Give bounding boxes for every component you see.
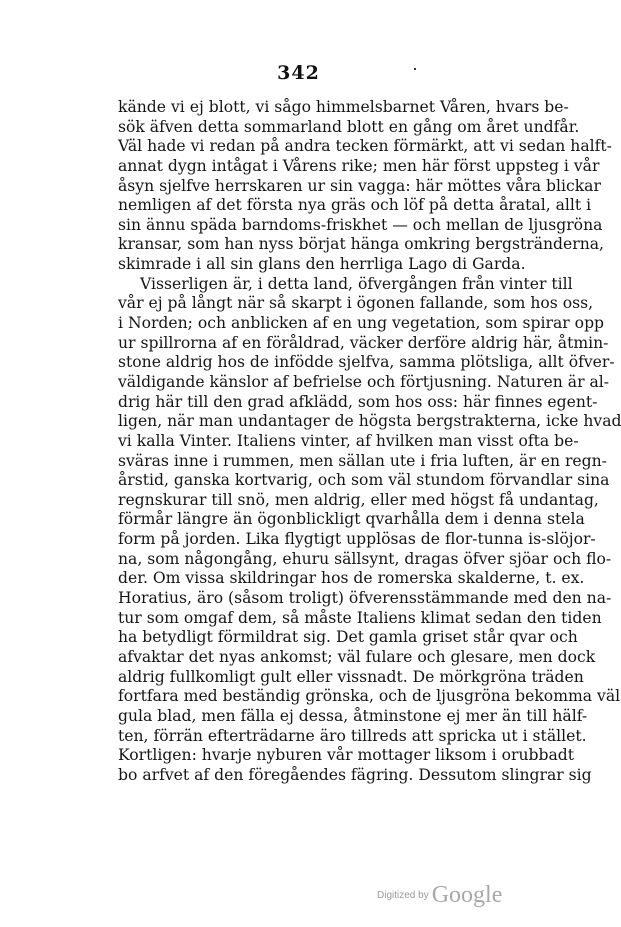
text-line: aldrig fullkomligt gult eller vissnadt. De mörkgröna träden [118, 667, 584, 686]
text-line: gula blad, men fälla ej dessa, åtminstone ej mer än till hälf- [118, 706, 588, 725]
text-line: Väl hade vi redan på andra tecken förmärkt, att vi sedan halft- [118, 137, 612, 156]
text-line: der. Om vissa skildringar hos de romerska skalderne, t. ex. [118, 569, 585, 588]
text-line: ha betydligt förmildrat sig. Det gamla griset står qvar och [118, 628, 578, 647]
body-text [118, 98, 621, 785]
text-line: tur som omgaf dem, så måste Italiens klimat sedan den tiden [118, 608, 602, 627]
text-line: bo arfvet af den föregåendes fägring. Dessutom slingrar sig [118, 765, 592, 784]
digitized-by-google-watermark [377, 882, 502, 909]
text-line: na, som någongång, ehuru sällsynt, dragas öfver sjöar och flo- [118, 549, 612, 568]
text-line: stone aldrig hos de infödde sjelfva, samma plötsliga, allt öfver- [118, 353, 615, 372]
page-number: 342 [277, 62, 320, 84]
text-line: sök äfven detta sommarland blott en gång om året undfår. [118, 117, 580, 136]
text-line: i Norden; och anblicken af en ung vegetation, som spirar opp [118, 314, 605, 333]
text-line: sväras inne i rummen, men sällan ute i fria luften, är en regn- [118, 451, 607, 470]
text-line: vi kalla Vinter. Italiens vinter, af hvilken man visst ofta be- [118, 431, 579, 450]
text-line: Kortligen: hvarje nyburen vår mottager liksom i orubbadt [118, 746, 575, 765]
text-line: Visserligen är, i detta land, öfvergången från vinter till [140, 274, 573, 293]
text-line: fortfara med beständig grönska, och de ljusgröna bekomma väl [118, 687, 621, 706]
text-line: regnskurar till snö, men aldrig, eller med högst få undantag, [118, 490, 599, 509]
text-line: sin ännu späda barndoms-friskhet — och mellan de ljusgröna [118, 215, 603, 234]
text-line: annat dygn intågat i Vårens rike; men här först uppsteg i vår [118, 156, 600, 175]
text-line: vår ej på långt när så skarpt i ögonen fallande, som hos oss, [118, 294, 594, 313]
text-line: ur spillrorna af en föråldrad, väcker derföre aldrig här, åtmin- [118, 333, 609, 352]
text-line: kransar, som han nyss börjat hänga omkring bergstränderna, [118, 235, 605, 254]
google-logo: Google [431, 882, 503, 908]
text-line: förmår längre än ögonblickligt qvarhålla dem i denna stela [118, 510, 585, 529]
text-line: ligen, när man undantager de högsta bergstrakterna, icke hvad [118, 412, 621, 431]
text-line: årstid, ganska kortvarig, och som väl stundom förvandlar sina [118, 471, 610, 490]
text-line: skimrade i all sin glans den herrliga Lago di Garda. [118, 255, 526, 274]
watermark-prefix: Digitized by [377, 890, 429, 901]
text-line: väldigande känslor af befrielse och förtjusning. Naturen är al- [118, 372, 610, 391]
text-line: åsyn sjelfve herrskaren ur sin vagga: här möttes våra blickar [118, 176, 601, 195]
text-line: kände vi ej blott, vi sågo himmelsbarnet Våren, hvars be- [118, 98, 569, 116]
text-line: Horatius, äro (såsom troligt) öfverensstämmande med den na- [118, 589, 612, 608]
text-line: drig här till den grad afklädd, som hos oss: här finnes egent- [118, 392, 598, 411]
text-line: form på jorden. Lika flygtigt upplösas de flor-tunna is-slöjor- [118, 530, 596, 549]
text-line: ten, förrän efterträdarne äro tillreds att spricka ut i stället. [118, 726, 587, 745]
text-line: afvaktar det nyas ankomst; väl fulare och glesare, men dock [118, 647, 596, 666]
text-line: nemligen af det första nya gräs och löf på detta åratal, allt i [118, 196, 592, 215]
stray-mark [414, 68, 416, 70]
